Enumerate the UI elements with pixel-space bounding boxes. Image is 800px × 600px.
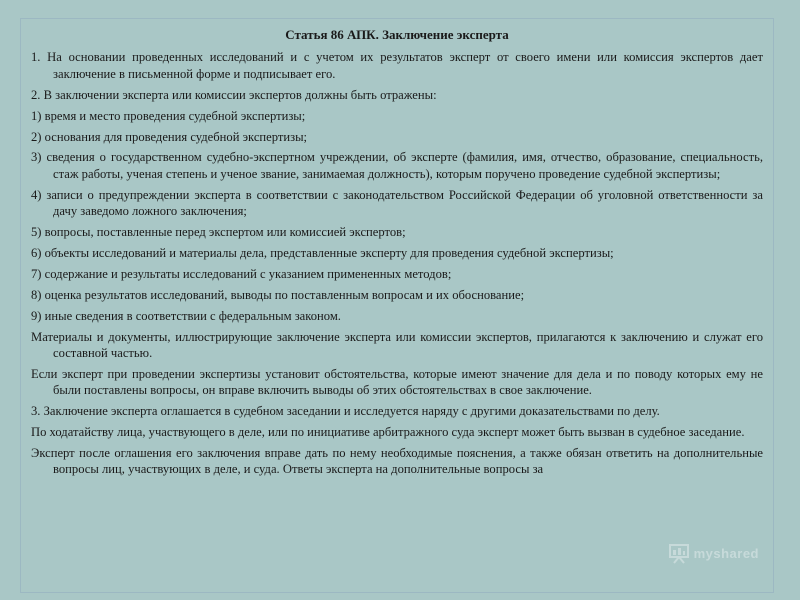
presentation-board-icon xyxy=(668,542,690,564)
document-body xyxy=(21,19,773,478)
paragraph-3: 3. Заключение эксперта оглашается в судебном заседании и исследуется наряду с другими доказательствами по делу. xyxy=(31,404,660,419)
page-title: Статья 86 АПК. Заключение эксперта xyxy=(285,27,509,42)
paragraph-2: 2. В заключении эксперта или комиссии экспертов должны быть отражены: xyxy=(31,87,437,102)
watermark-text: myshared xyxy=(693,545,759,561)
watermark xyxy=(668,542,759,564)
list-item-7: 7) содержание и результаты исследований с указанием примененных методов; xyxy=(31,266,452,281)
paragraph-circumstances: Если эксперт при проведении экспертизы установит обстоятельства, которые имеют значение для дела и по поводу которых ему не были поставлены вопросы, он вправе включить выводы об этих обстоятельствах в свое заключение. xyxy=(31,366,763,398)
list-item-8: 8) оценка результатов исследований, выводы по поставленным вопросам и их обоснование; xyxy=(31,287,525,302)
list-item-6: 6) объекты исследований и материалы дела, представленные эксперту для проведения судебной экспертизы; xyxy=(31,245,614,260)
list-item-2: 2) основания для проведения судебной экспертизы; xyxy=(31,129,308,144)
document-frame xyxy=(20,18,774,593)
list-item-3: 3) сведения о государственном судебно-экспертном учреждении, об эксперте (фамилия, имя, отчество, образование, специальность, стаж работы, ученая степень и ученое звание, занимаемая должность), которым поручено проведение судебной экспертизы; xyxy=(31,150,763,181)
paragraph-materials: Материалы и документы, иллюстрирующие заключение эксперта или комиссии экспертов, прилагаются к заключению и служат его составной частью. xyxy=(31,329,763,360)
paragraph-summons: По ходатайству лица, участвующего в деле, или по инициативе арбитражного суда эксперт может быть вызван в судебное заседание. xyxy=(31,425,745,440)
paragraph-1: 1. На основании проведенных исследований и с учетом их результатов эксперт от своего имени или комиссия экспертов дает заключение в письменной форме и подписывает его. xyxy=(31,50,763,81)
list-item-5: 5) вопросы, поставленные перед экспертом или комиссией экспертов; xyxy=(31,225,406,240)
list-item-4: 4) записи о предупреждении эксперта в соответствии с законодательством Российской Федерации об уголовной ответственности за дачу заведомо ложного заключения; xyxy=(31,187,763,219)
paragraph-explanations: Эксперт после оглашения его заключения вправе дать по нему необходимые пояснения, а также обязан ответить на дополнительные вопросы лиц, участвующих в деле, и суда. Ответы эксперта на дополнительные вопросы за xyxy=(31,446,763,477)
list-item-1: 1) время и место проведения судебной экспертизы; xyxy=(31,108,306,123)
list-item-9: 9) иные сведения в соответствии с федеральным законом. xyxy=(31,308,341,323)
